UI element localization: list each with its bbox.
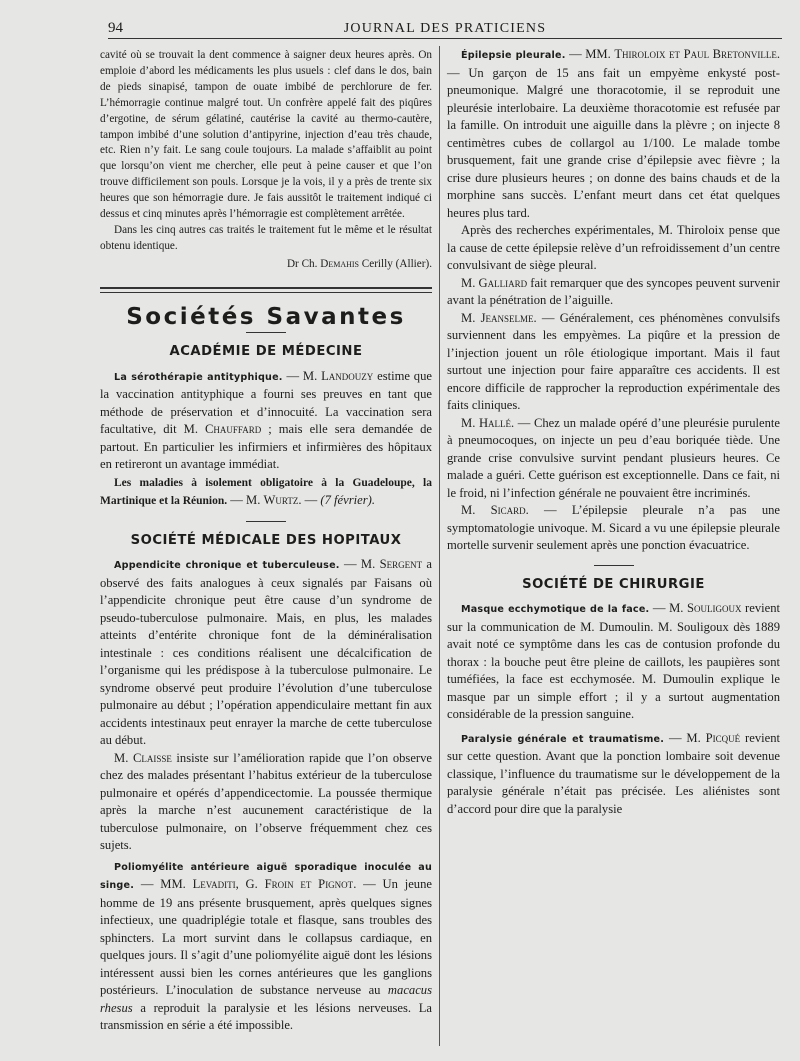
letter-section <box>100 48 432 273</box>
article-paragraph: Poliomyélite antérieure aiguë sporadique inoculée au singe. — MM. Levaditi, G. Froin et Pignot. — Un jeune homme de 19 ans présente brusquement, après quelques signes infectieux, une quadriplégie totale et flasque, sans troubles des sphincters. La mort survint dans le collapsus cardiaque, en quelques jours. Il s’agit d’une poliomyélite aiguë dont les lésions intéressent aussi bien les cornes antérieures que les ganglions postérieurs. L’inoculation de substance nerveuse au macacus rhesus a reproduit la paralysie et les lésions nerveuses. La transmission en série a été impossible. <box>100 861 432 1033</box>
author-name: Thiroloix et Paul Bretonville <box>614 47 777 61</box>
author-name: Souligoux <box>686 601 742 615</box>
letter-paragraph: cavité où se trouvait la dent commence à saigner deux heures après. On emploie d’abord les médicaments les plus usuels : clef dans le dos, bain de pieds sinapisé, tampon de ouate imbibé de perchlorure de fer. L’hémorragie continue malgré tout. Un confrère appelé fait des piqûres d’ergotine, de sérum gélatiné, cautérise la cavité au thermo-cautère, tampon imbibé d’une solution d’antipyrine, injection d’eau très chaude, etc. Rien n’y fait. Le sang coule toujours. La malade s’affaiblit au point que lorsqu’on vient me chercher, elle peut à peine causer et que l’on trouve difficilement son pouls. Lorsque je la vois, il y a près de trente six heures que son hémorragie dure. Je fais aussitôt le traitement indiqué ci dessus et cinq minutes après l’hémorragie est complètement arrêtée. <box>100 49 432 221</box>
author-name: Levaditi, G. Froin et Pignot <box>192 877 354 892</box>
article-paragraph: M. Claisse insiste sur l’amélioration rapide que l’on observe chez des malades présentant l’habitus extérieur de la tuberculose pulmonaire et opérés d’appendicectomie. La poussée thermique après la marche n’est aucunement caractéristique de la tuberculose pulmonaire, on l’observe fréquemment chez ces sujets. <box>100 750 432 853</box>
signature-place: Cerilly (Allier). <box>361 257 432 270</box>
page-header <box>108 14 782 39</box>
runin-title: Masque ecchymotique de la face. <box>461 604 650 615</box>
article-paragraph: Appendicite chronique et tuberculeuse. — M. Sergent a observé des faits analogues à ceux signalés par Faisans où l’appendicite chronique peut être cause d’un syndrome de pseudo-tuberculose pulmonaire. Mais, en plus, les malades atteints d’entérite chronique font de la déminéralisation intestinale : ces conditions réalisent une décalcification de l’organisme qui les prédispose à la tuberculose pulmonaire. Le syndrome observé peut produire l’évolution d’une tuberculose pulmonaire au début ; l’opération appendiculaire mettant fin aux accidents intestinaux peut enrayer la marche de cette tuberculose au début. <box>100 557 432 748</box>
signature-prefix: Dr Ch. <box>286 257 318 270</box>
letter-signature <box>100 257 432 273</box>
right-column <box>447 40 780 818</box>
article-paragraph: M. Galliard fait remarquer que des syncopes peuvent survenir avant la pénétration de l’aiguille. <box>447 275 780 307</box>
date-note: (7 février). <box>320 493 375 508</box>
author-name: Claisse <box>132 750 172 765</box>
academie-heading: ACADÉMIE DE MÉDECINE <box>169 344 363 360</box>
species-name: macacus rhesus <box>100 983 432 1015</box>
left-column <box>100 48 432 1035</box>
article-paragraph: M. Jeanselme. — Généralement, ces phénomènes convulsifs surviennent dans les empyèmes. La piqûre et la pression de l’injection jouent un rôle étiologique important. Mais il faut surtout une injection pour faire apparaître ces accidents. Il est encore difficile de rapprocher la reproduction expérimentale des faits cliniques. <box>447 310 781 412</box>
author-name: Landouzy <box>321 368 374 383</box>
author-name: Wurtz <box>263 493 299 508</box>
chirurgie-heading: SOCIÉTÉ DE CHIRURGIE <box>522 576 705 592</box>
author-name: Sergent <box>379 557 423 572</box>
article-paragraph: M. Hallé. — Chez un malade opéré d’une pleurésie purulente à pneumocoques, on injecte un peu d’eau boriquée tiède. Une grande crise convulsive survint pendant plusieurs heures. Ce malade a guéri. Cette guérison est exceptionnelle. Dans ce fait, ni le froid, ni l’infection générale ne pouvaient être incriminés. <box>447 415 780 500</box>
article-paragraph: Paralysie générale et traumatisme. — M. Picqué revient sur cette question. Avant que la ponction lombaire soit devenue classique, l’influence du traumatisme sur le développement de la paralysie générale n’était pas précisée. Les aliénistes sont d’accord pour dire que la paralysie <box>447 730 781 816</box>
runin-title: Poliomyélite antérieure aiguë sporadique inoculée au singe. <box>100 861 432 892</box>
article-paragraph: La sérothérapie antityphique. — M. Landouzy estime que la vaccination antityphique a fourni ses preuves en tant que méthode de préservation et d’innocuité. La vaccination sera facultative, dit M. Chauffard ; mais elle sera demandée de partout. En particulier les infirmiers et infirmières des hôpitaux en retireront un avantage immédiat. <box>100 368 432 472</box>
author-name: Chauffard <box>204 422 262 437</box>
author-name: Jeanselme <box>480 310 534 325</box>
short-rule <box>246 332 286 333</box>
runin-title: Paralysie générale et traumatisme. <box>461 733 665 745</box>
section-double-rule <box>100 287 432 293</box>
signature-name: Demahis <box>320 257 359 270</box>
article-paragraph: Épilepsie pleurale. — MM. Thiroloix et Paul Bretonville. — Un garçon de 15 ans fait un empyème enkysté post-pneumonique. Malgré une thoracotomie, il se reproduit une pleurésie interlobaire. La deuxième thoracotomie est refusée par la famille. On introduit une aiguille dans la plèvre ; on injecte 8 centimètres cubes de collargol au 1/100. Le malade tombe brusquement, fait une grande crise d’épilepsie avec fièvre ; la crise dure plusieurs heures ; on donne des bains chauds et de la morphine sans succès. L’enfant meurt dans cet état quelques heures plus tard. <box>447 47 780 220</box>
author-name: Galliard <box>478 275 528 290</box>
runin-title: Épilepsie pleurale. <box>461 50 566 61</box>
societies-title: Sociétés Savantes <box>126 303 406 330</box>
article-paragraph: M. Sicard. — L’épilepsie pleurale n’a pas une symptomatologie univoque. M. Sicard a vu une épilepsie pleurale mortelle survenir seulement après une ponction évacuatrice. <box>447 503 780 552</box>
short-rule <box>246 521 286 522</box>
article-paragraph: Masque ecchymotique de la face. — M. Souligoux revient sur la communication de M. Dumoulin. M. Souligoux dès 1889 avait noté ce symptôme dans les cas de contusion profonde du thorax : la bouche peut être pleine de caillots, les paupières sont tuméfiées, la face est ecchymosée. M. Dumoulin explique le masque par un simple effort ; il y a surtout augmentation considérable de la pression sanguine. <box>447 601 781 721</box>
article-paragraph: Les maladies à isolement obligatoire à la Guadeloupe, la Martinique et la Réunion. — M. Wurtz. — (7 février). <box>100 476 432 508</box>
page-number: 94 <box>108 20 123 36</box>
author-name: Sicard <box>490 503 526 517</box>
journal-title: JOURNAL DES PRATICIENS <box>343 21 547 36</box>
column-divider <box>439 46 440 1046</box>
runin-title: Les maladies à isolement obligatoire à la Guadeloupe, la Martinique et la Réunion. <box>100 476 432 508</box>
short-rule <box>594 565 634 566</box>
letter-paragraph: Dans les cinq autres cas traités le traitement fut le même et le résultat obtenu identique. <box>100 223 432 252</box>
author-name: Hallé <box>478 415 512 430</box>
runin-title: La sérothérapie antityphique. <box>114 371 283 383</box>
runin-title: Appendicite chronique et tuberculeuse. <box>114 560 340 572</box>
article-paragraph: Après des recherches expérimentales, M. Thiroloix pense que la cause de cette épilepsie relève d’un refroidissement d’un centre convulsivant de siège pleural. <box>447 223 780 272</box>
hopitaux-heading: SOCIÉTÉ MÉDICALE DES HOPITAUX <box>130 532 402 548</box>
author-name: Picqué <box>705 730 741 745</box>
